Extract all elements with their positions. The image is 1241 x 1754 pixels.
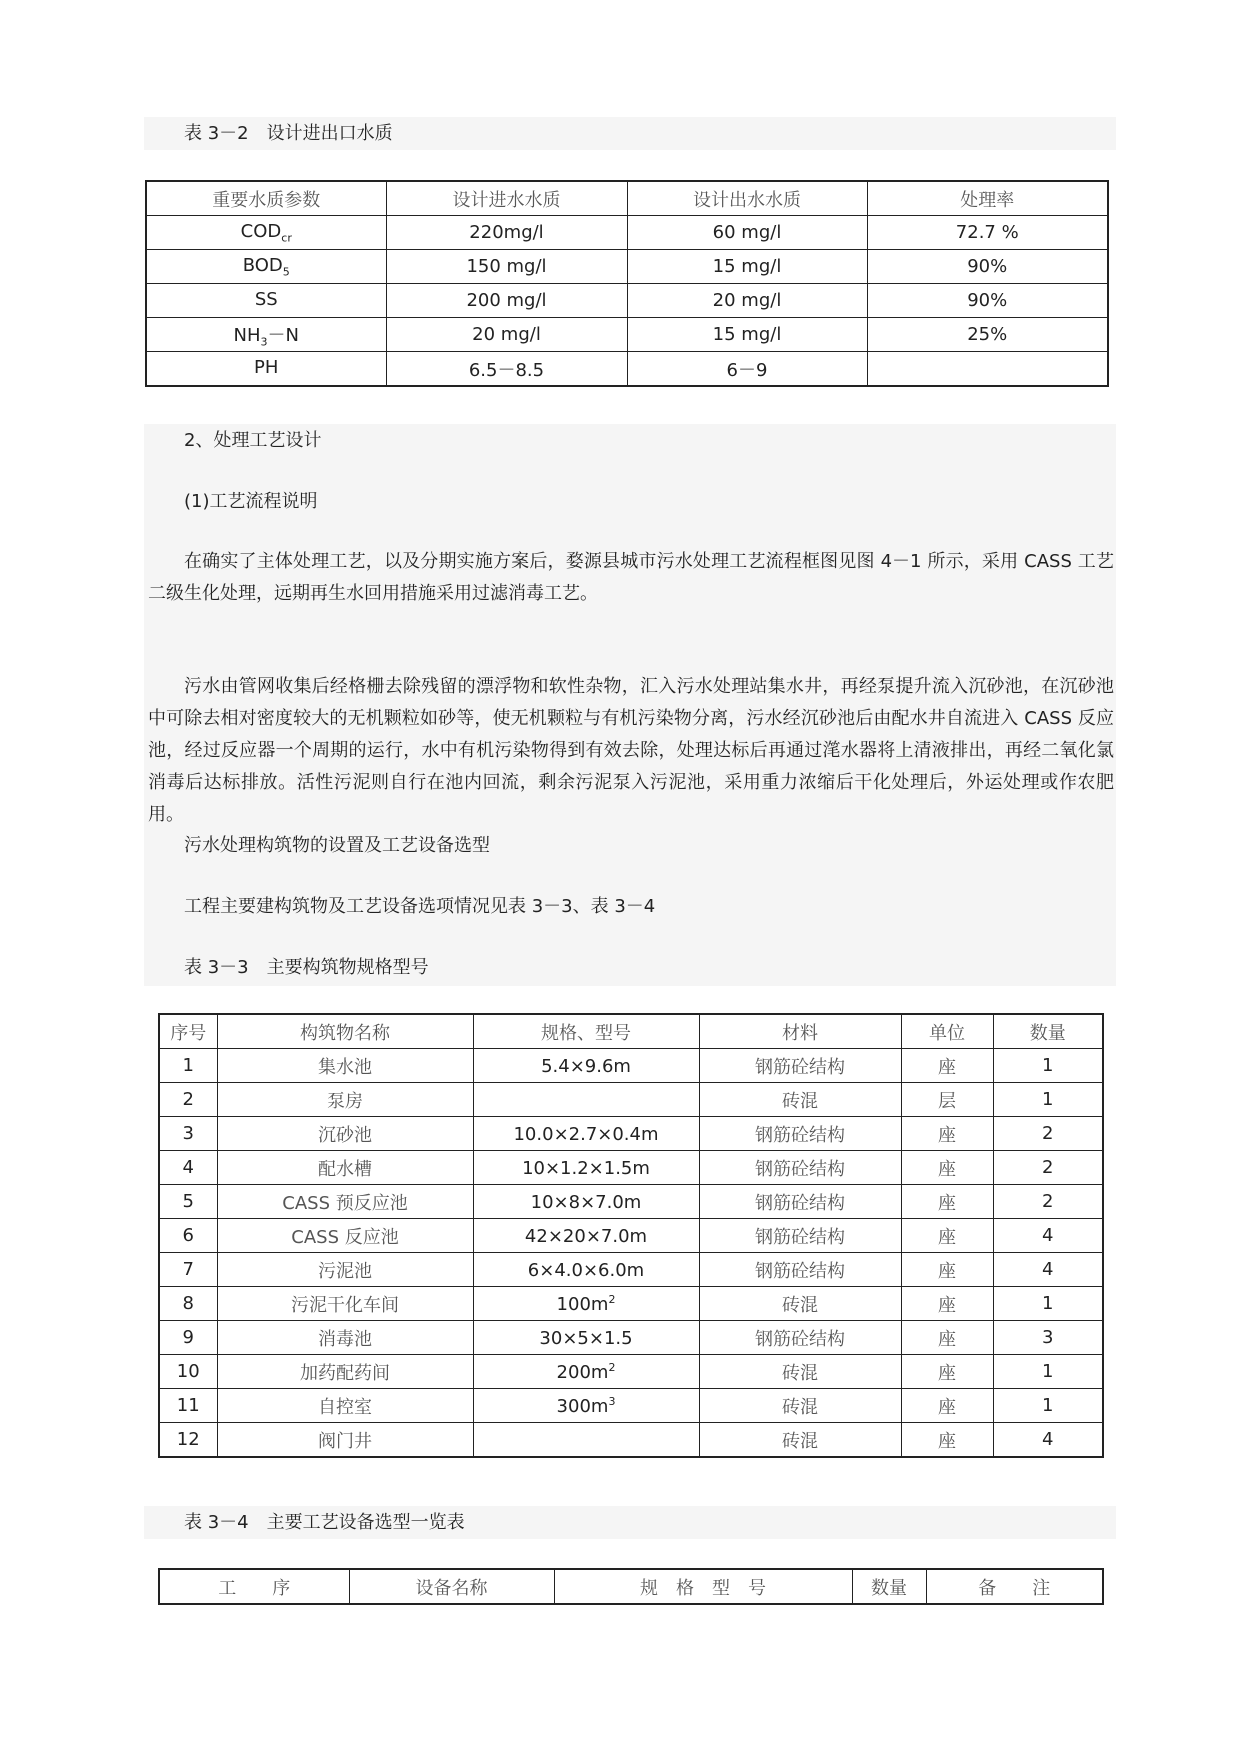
serial-number-cell: 3 [159,1117,217,1151]
parameter-cell [146,284,386,318]
material-cell: 砖混 [699,1389,901,1423]
material-cell: 钢筋砼结构 [699,1321,901,1355]
header-cell: 设计出水水质 [627,181,867,216]
table-row [159,1083,1103,1117]
spec-value: 300m [556,1395,609,1417]
header-cell: 数量 [852,1569,926,1604]
header-cell: 数量 [993,1014,1103,1049]
spec-value: 30×5×1.5 [539,1327,633,1349]
effluent-cell: 6－9 [627,352,867,387]
removal-rate-cell: 72.7 % [867,216,1108,250]
serial-number-cell: 8 [159,1287,217,1321]
header-cell: 规 格 型 号 [554,1569,852,1604]
table-3-4-equipment [158,1568,1104,1605]
table-row [146,250,1108,284]
table-header-row [159,1014,1103,1049]
serial-number-cell: 11 [159,1389,217,1423]
spec-cell [473,1423,699,1458]
removal-rate-cell [867,352,1108,387]
unit-cell: 座 [901,1049,993,1083]
serial-number-cell: 6 [159,1219,217,1253]
quantity-cell: 1 [993,1355,1103,1389]
table-3-2-caption: 表 3－2 设计进出口水质 [144,117,1116,150]
header-cell: 设备名称 [349,1569,554,1604]
quantity-cell: 1 [993,1389,1103,1423]
spec-value: 100m [556,1293,609,1315]
parameter-subscript: 3 [260,335,268,349]
material-cell: 钢筋砼结构 [699,1253,901,1287]
material-cell: 砖混 [699,1355,901,1389]
quantity-cell: 1 [993,1083,1103,1117]
spec-cell [473,1219,699,1253]
header-cell: 构筑物名称 [217,1014,473,1049]
header-cell: 工 序 [159,1569,349,1604]
table-3-3-caption: 表 3－3 主要构筑物规格型号 [184,957,429,978]
quantity-cell: 4 [993,1219,1103,1253]
structure-name-cell: 消毒池 [217,1321,473,1355]
parameter-subscript: cr [281,231,292,245]
quantity-cell: 2 [993,1117,1103,1151]
table-row [159,1117,1103,1151]
section-heading: 2、处理工艺设计 [184,430,322,451]
effluent-cell: 60 mg/l [627,216,867,250]
structure-name-cell: 集水池 [217,1049,473,1083]
material-cell: 钢筋砼结构 [699,1117,901,1151]
quantity-cell: 3 [993,1321,1103,1355]
material-cell: 砖混 [699,1423,901,1458]
influent-cell: 200 mg/l [386,284,627,318]
spec-value: 10.0×2.7×0.4m [513,1123,659,1145]
structure-name-cell: 阀门井 [217,1423,473,1458]
table-3-4-caption: 表 3－4 主要工艺设备选型一览表 [144,1506,1116,1539]
spec-superscript: 3 [608,1394,616,1408]
table-row [146,318,1108,352]
material-cell: 钢筋砼结构 [699,1185,901,1219]
parameter-cell [146,216,386,250]
quantity-cell: 2 [993,1185,1103,1219]
quantity-cell: 1 [993,1049,1103,1083]
header-cell: 重要水质参数 [146,181,386,216]
header-cell: 材料 [699,1014,901,1049]
spec-cell [473,1083,699,1117]
parameter-cell [146,352,386,387]
influent-cell: 20 mg/l [386,318,627,352]
table-row [159,1423,1103,1458]
table-row [159,1253,1103,1287]
quantity-cell: 4 [993,1423,1103,1458]
material-cell: 钢筋砼结构 [699,1219,901,1253]
serial-number-cell: 10 [159,1355,217,1389]
parameter-name: NH [233,324,261,346]
table-3-3-structures [158,1013,1104,1458]
spec-cell [473,1185,699,1219]
material-cell: 钢筋砼结构 [699,1151,901,1185]
material-cell: 钢筋砼结构 [699,1049,901,1083]
serial-number-cell: 12 [159,1423,217,1458]
unit-cell: 座 [901,1287,993,1321]
unit-cell: 座 [901,1219,993,1253]
table-row [159,1355,1103,1389]
quantity-cell: 4 [993,1253,1103,1287]
spec-superscript: 2 [608,1360,616,1374]
unit-cell: 座 [901,1185,993,1219]
unit-cell: 座 [901,1321,993,1355]
unit-cell: 座 [901,1355,993,1389]
parameter-name: COD [240,220,282,242]
effluent-cell: 15 mg/l [627,250,867,284]
serial-number-cell: 7 [159,1253,217,1287]
spec-value: 200m [556,1361,609,1383]
spec-cell [473,1287,699,1321]
quantity-cell: 2 [993,1151,1103,1185]
structure-name-cell: CASS 反应池 [217,1219,473,1253]
removal-rate-cell: 90% [867,284,1108,318]
removal-rate-cell: 25% [867,318,1108,352]
spec-value: 10×8×7.0m [530,1191,642,1213]
material-cell: 砖混 [699,1083,901,1117]
structure-name-cell: 污泥干化车间 [217,1287,473,1321]
table-header-row [146,181,1108,216]
section-line-3: 污水处理构筑物的设置及工艺设备选型 [184,835,490,856]
quantity-cell: 1 [993,1287,1103,1321]
removal-rate-cell: 90% [867,250,1108,284]
header-cell: 处理率 [867,181,1108,216]
spec-cell [473,1389,699,1423]
spec-cell [473,1253,699,1287]
header-cell: 备 注 [926,1569,1103,1604]
table-row [159,1151,1103,1185]
table-row [159,1185,1103,1219]
influent-cell: 6.5－8.5 [386,352,627,387]
structure-name-cell: 沉砂池 [217,1117,473,1151]
material-cell: 砖混 [699,1287,901,1321]
section-subheading: (1)工艺流程说明 [184,491,318,512]
serial-number-cell: 5 [159,1185,217,1219]
serial-number-cell: 4 [159,1151,217,1185]
paragraph-1: 在确实了主体处理工艺，以及分期实施方案后，婺源县城市污水处理工艺流程框图见图 4－1 所示，采用 CASS 工艺二级生化处理，远期再生水回用措施采用过滤消毒工艺。 [148,551,1114,604]
serial-number-cell: 1 [159,1049,217,1083]
structure-name-cell: 配水槽 [217,1151,473,1185]
spec-value: 10×1.2×1.5m [522,1157,650,1179]
unit-cell: 座 [901,1389,993,1423]
structure-name-cell: CASS 预反应池 [217,1185,473,1219]
structure-name-cell: 污泥池 [217,1253,473,1287]
unit-cell: 座 [901,1117,993,1151]
spec-cell [473,1355,699,1389]
effluent-cell: 20 mg/l [627,284,867,318]
influent-cell: 150 mg/l [386,250,627,284]
spec-value: 6×4.0×6.0m [527,1259,645,1281]
header-cell: 设计进水水质 [386,181,627,216]
parameter-suffix: －N [267,324,299,346]
parameter-cell [146,318,386,352]
structure-name-cell: 泵房 [217,1083,473,1117]
effluent-cell: 15 mg/l [627,318,867,352]
structure-name-cell: 自控室 [217,1389,473,1423]
table-row [159,1049,1103,1083]
parameter-cell [146,250,386,284]
spec-superscript: 2 [608,1292,616,1306]
table-row [146,352,1108,387]
structure-name-cell: 加药配药间 [217,1355,473,1389]
unit-cell: 座 [901,1423,993,1458]
table-header-row [159,1569,1103,1604]
parameter-name: BOD [242,254,283,276]
table-row [146,216,1108,250]
spec-value: 5.4×9.6m [541,1055,631,1077]
unit-cell: 层 [901,1083,993,1117]
table-row [159,1389,1103,1423]
serial-number-cell: 2 [159,1083,217,1117]
unit-cell: 座 [901,1151,993,1185]
table-3-2-water-quality [145,180,1109,387]
parameter-name: SS [254,288,278,310]
unit-cell: 座 [901,1253,993,1287]
spec-cell [473,1151,699,1185]
paragraph-2: 污水由管网收集后经格栅去除残留的漂浮物和软性杂物，汇入污水处理站集水井，再经泵提升流入沉砂池，在沉砂池中可除去相对密度较大的无机颗粒如砂等，使无机颗粒与有机污染物分离，污水经沉砂池后由配水井自流进入 CASS 反应池，经过反应器一个周期的运行，水中有机污染物得到有效去除，处理达标后再通过滗水器将上清液排出，再经二氧化氯消毒后达标排放。活性污泥则自行在池内回流，剩余污泥泵入污泥池，采用重力浓缩后干化处理后，外运处理或作农肥用。 [148,676,1114,825]
table-row [159,1287,1103,1321]
parameter-name: PH [254,356,279,378]
table-row [159,1321,1103,1355]
table-row [146,284,1108,318]
spec-cell [473,1049,699,1083]
header-cell: 序号 [159,1014,217,1049]
header-cell: 规格、型号 [473,1014,699,1049]
serial-number-cell: 9 [159,1321,217,1355]
section-line-4: 工程主要建构筑物及工艺设备选项情况见表 3－3、表 3－4 [184,896,656,917]
spec-value: 42×20×7.0m [524,1225,648,1247]
parameter-subscript: 5 [282,265,290,279]
influent-cell: 220mg/l [386,216,627,250]
spec-cell [473,1117,699,1151]
header-cell: 单位 [901,1014,993,1049]
spec-cell [473,1321,699,1355]
table-row [159,1219,1103,1253]
